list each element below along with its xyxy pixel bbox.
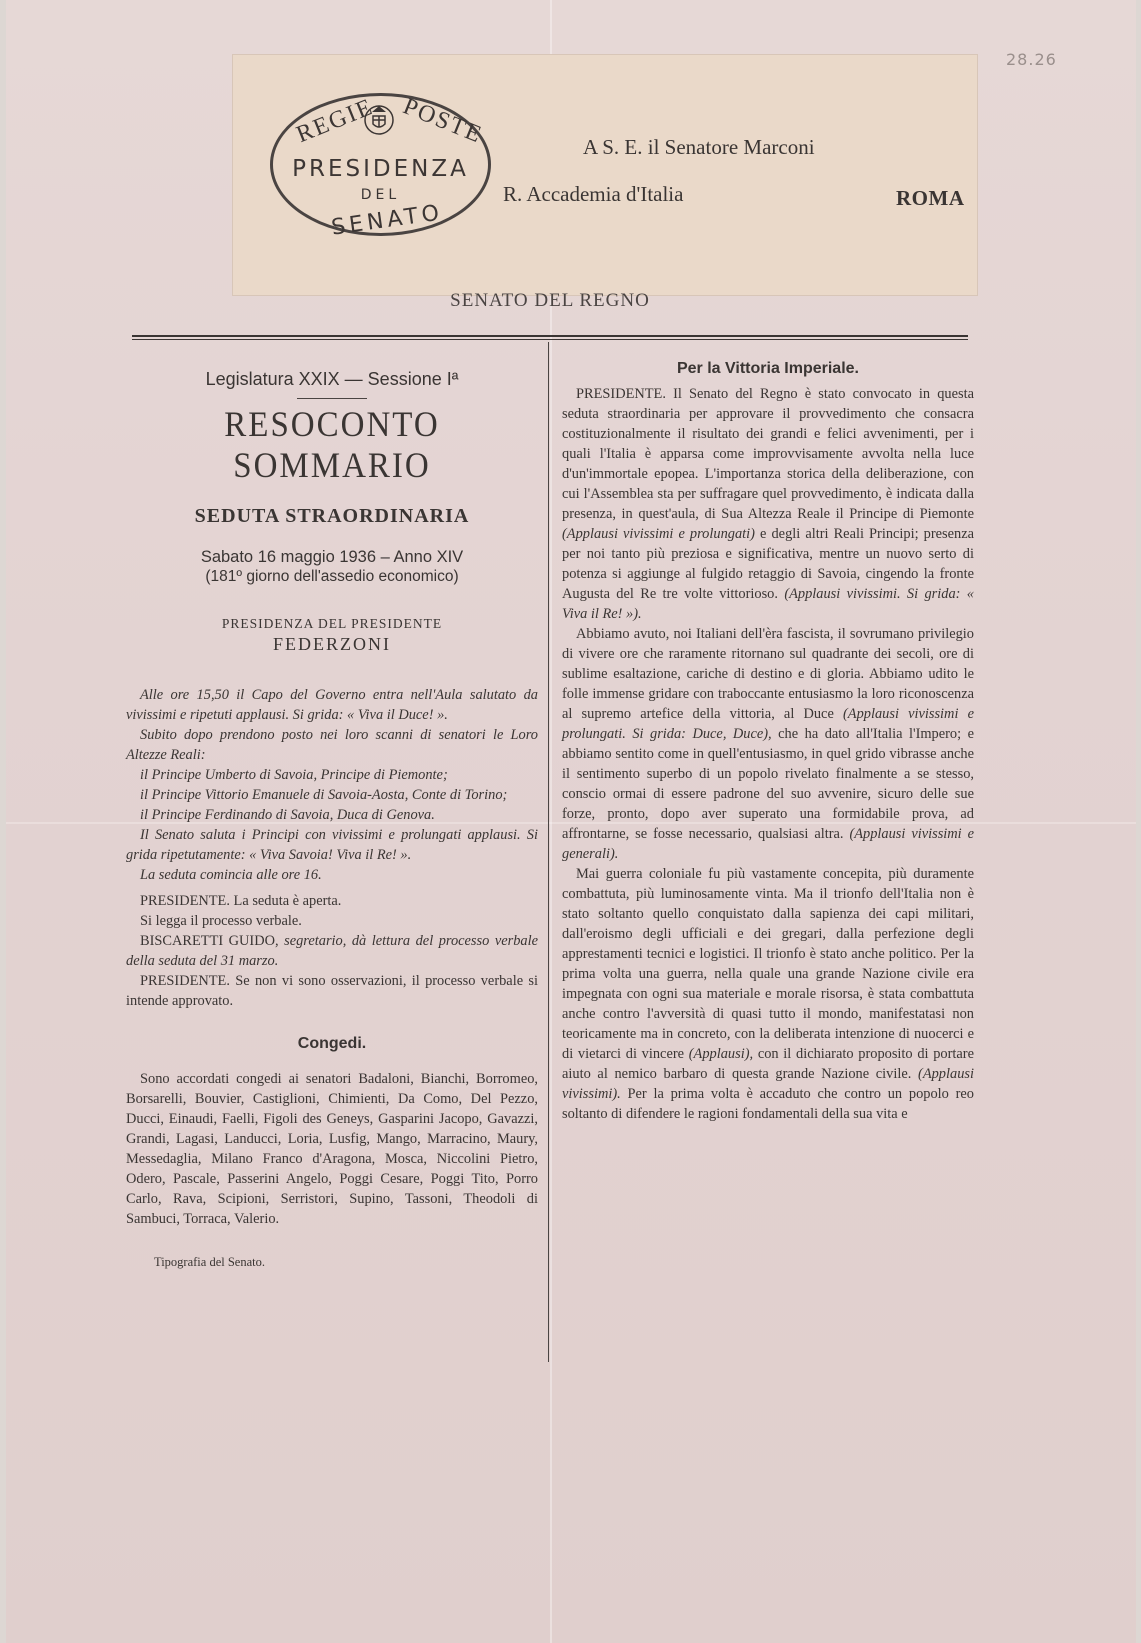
- addressee-institution: R. Accademia d'Italia: [503, 182, 684, 206]
- note-paragraph: il Principe Ferdinando di Savoia, Duca di Genova.: [140, 807, 435, 823]
- addressee-city: ROMA: [896, 186, 965, 210]
- stamp-text-regie: REGIE: [292, 93, 378, 149]
- postal-stamp: [270, 93, 491, 241]
- stamp-text-poste: POSTE: [399, 93, 487, 149]
- left-column: [126, 360, 538, 1270]
- note-paragraph: Subito dopo prendono posto nei loro scanni di senatori le Loro Altezze Reali:: [126, 727, 538, 763]
- note-paragraph: il Principe Vittorio Emanuele di Savoia-Aosta, Conte di Torino;: [140, 787, 508, 803]
- legislatura-heading: Legislatura XXIX — Sessione Iª: [205, 369, 459, 389]
- speech-paragraph: Mai guerra coloniale fu più vastamente concepita, più duramente combattuta, più luminosamente vinta. Ma il trionfo dell'Italia non è stato soltanto quello conquistato dalla sapienza dei capi militari, dall'eroismo degli ufficiali e dei gregari, dalla perfezione degli apprestamenti tecnici e logistici. Il trionfo è stato anche politico. Per la prima volta una guerra, nella quale una grande Nazione civile era impegnata con ogni sua materiale e morale risorsa, è stata combattuta anche contro l'avversità di quasi tutto il mondo, manifestatasi non teoricamente ma in concreto, con la deliberata intenzione di nuocerci e di vietarci di vincere (Applausi), con il dichiarato proposito di portare aiuto al nemico barbaro di questa grande Nazione civile. (Applausi vivissimi). Per la prima volta è accaduto che contro un popolo reo soltanto di difendere le ragioni fondamentali della sua vita e: [562, 866, 974, 1122]
- short-divider: [297, 398, 367, 399]
- speaker-name: BISCARETTI GUIDO,: [140, 933, 279, 949]
- addressee-name: A S. E. il Senatore Marconi: [583, 135, 815, 159]
- session-date: Sabato 16 maggio 1936 – Anno XIV: [200, 548, 464, 566]
- president-statement: PRESIDENTE. La seduta è aperta.: [140, 893, 342, 909]
- speaker-action: segretario, dà lettura del processo verbale della seduta del 31 marzo.: [126, 933, 538, 969]
- opening-notes: [126, 685, 538, 885]
- masthead: SENATO DEL REGNO: [450, 290, 650, 311]
- presidency-label: PRESIDENZA DEL PRESIDENTE: [221, 616, 443, 631]
- congedi-heading: Congedi.: [297, 1035, 367, 1052]
- president-name: FEDERZONI: [273, 634, 391, 654]
- verbale-request: Si legga il processo verbale.: [140, 913, 302, 929]
- section-title: Per la Vittoria Imperiale.: [676, 360, 859, 377]
- masthead-rule: [132, 335, 968, 337]
- note-paragraph: Il Senato saluta i Principi con vivissimi e prolungati applausi. Si grida ripetutamente: « Viva Savoia! Viva il Re! ».: [126, 827, 538, 863]
- document-title: RESOCONTO SOMMARIO: [224, 405, 440, 486]
- note-paragraph: Alle ore 15,50 il Capo del Governo entra nell'Aula salutato da vivissimi e ripetuti applausi. Si grida: « Viva il Duce! ».: [126, 687, 538, 723]
- right-column: [562, 360, 974, 1124]
- congedi-text: Sono accordati congedi ai senatori Badaloni, Bianchi, Borromeo, Borsarelli, Bouvier, Castiglioni, Chimienti, Da Como, Del Pezzo, Ducci, Einaudi, Faelli, Figoli des Geneys, Gasparini Jacopo, Gavazzi, Grandi, Lagasi, Landucci, Loria, Lusfig, Mango, Marracino, Maury, Messedaglia, Milano Franco d'Aragona, Mosca, Niccolini Pietro, Odero, Pascale, Passerini Angelo, Poggi Cesare, Poggi Tito, Porro Carlo, Rava, Scipioni, Serristori, Supino, Tassoni, Theodoli di Sambuci, Torraca, Valerio.: [126, 1071, 538, 1227]
- approval-paragraph: PRESIDENTE. Se non vi sono osservazioni, il processo verbale si intende approvato.: [126, 973, 538, 1009]
- masthead-rule-thin: [132, 339, 968, 340]
- speech-paragraph: Abbiamo avuto, noi Italiani dell'èra fascista, il sovrumano privilegio di vivere ore che raramente ritornano sul quadrante dei secoli, ore di sublime esaltazione, cariche di destino e di gloria. Abbiamo udito le folle immense gridare con traboccante entusiasmo la loro riconoscenza al supremo artefice della vittoria, al Duce (Applausi vivissimi e prolungati. Si grida: Duce, Duce), che ha dato all'Italia l'Impero; e abbiamo sentito come in quell'entusiasmo, in quel grido vibrasse anche il sentimento superbo di un popolo rivelato finalmente a se stesso, conscio ormai di essere padrone del suo avvenire, sicuro delle sue forze, pronto, dopo aver superato una formidabile prova, ad affrontarne, se fosse necessario, qualsiasi altra. (Applausi vivissimi e generali).: [562, 626, 975, 862]
- siege-day: (181º giorno dell'assedio economico): [205, 568, 459, 585]
- session-type: SEDUTA STRAORDINARIA: [194, 505, 470, 527]
- printer-credit: Tipografia del Senato.: [154, 1255, 265, 1269]
- archive-number: 28.26: [1006, 50, 1057, 69]
- document-page: [6, 0, 1136, 1643]
- note-paragraph: il Principe Umberto di Savoia, Principe di Piemonte;: [140, 767, 448, 783]
- address-label: [232, 54, 978, 296]
- speech-paragraph: PRESIDENTE. Il Senato del Regno è stato convocato in questa seduta straordinaria per approvare il provvedimento che consacra costituzionalmente il risultato dei grandi e felici avvenimenti, per i quali l'Italia è apparsa come improvvisamente avvolta nella luce d'un'immortale epopea. L'importanza storica della deliberazione, con cui l'Assemblea sta per suffragare quel provvedimento, è indicata dalla presenza, in quest'aula, di Sua Altezza Reale il Principe di Piemonte (Applausi vivissimi e prolungati) e degli altri Reali Principi; presenza per noi tanto più preziosa e significativa, mentre un nuovo serto di potenza si aggiunge al fulgido retaggio di Savoia, cingendo la fronte Augusta del Re tre volte vittorioso. (Applausi vivissimi. Si grida: « Viva il Re! »).: [562, 386, 974, 622]
- note-paragraph: La seduta comincia alle ore 16.: [140, 867, 322, 883]
- stamp-text-del: DEL: [360, 187, 401, 203]
- column-divider: [548, 342, 549, 1362]
- stamp-text-presidenza: PRESIDENZA: [292, 156, 469, 182]
- biscaretti-paragraph: [126, 931, 538, 971]
- stamp-text-senato: SENATO: [329, 200, 445, 241]
